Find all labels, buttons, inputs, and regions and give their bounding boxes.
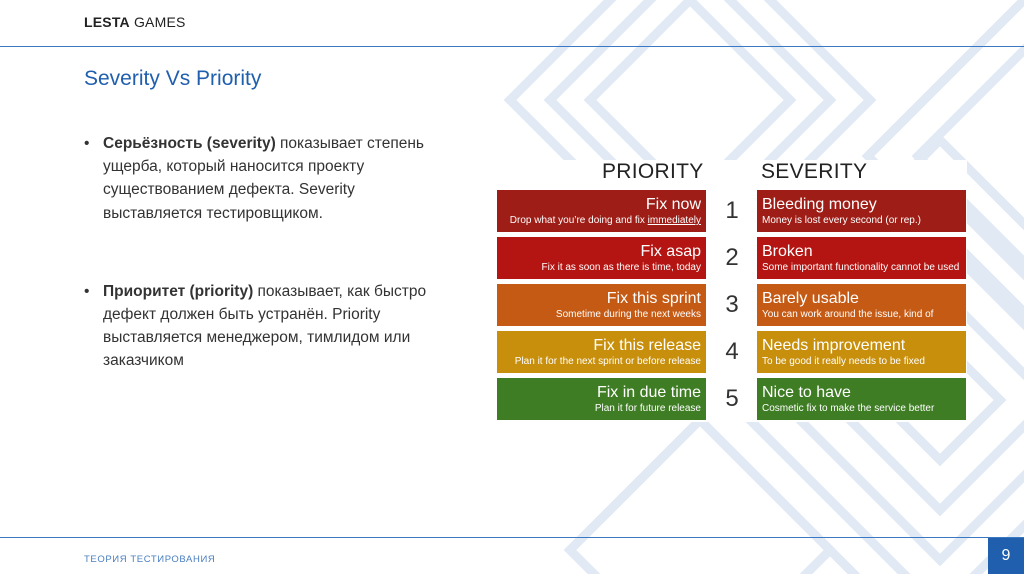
priority-title: Fix this release xyxy=(593,337,701,354)
severity-title: Needs improvement xyxy=(762,337,906,354)
priority-description: Plan it for future release xyxy=(594,403,701,414)
priority-cell xyxy=(497,237,706,279)
bullet-term: Серьёзность (severity) xyxy=(103,135,276,152)
matrix-row xyxy=(497,331,967,375)
severity-description: To be good it really needs to be fixed xyxy=(762,356,925,367)
severity-title: Nice to have xyxy=(762,384,851,401)
bullet-marker: • xyxy=(84,282,90,300)
matrix-row xyxy=(497,284,967,328)
level-number: 2 xyxy=(725,244,739,271)
level-number: 4 xyxy=(725,338,739,365)
severity-description: Cosmetic fix to make the service better xyxy=(762,403,935,414)
priority-cell xyxy=(497,378,706,420)
level-number: 5 xyxy=(725,385,739,412)
level-number: 3 xyxy=(725,291,739,318)
priority-title: Fix in due time xyxy=(596,384,701,401)
severity-description: You can work around the issue, kind of xyxy=(762,309,934,320)
priority-cell xyxy=(497,190,706,232)
severity-title: Bleeding money xyxy=(762,196,877,213)
severity-cell xyxy=(757,331,966,373)
bullet-text: показывает степень ущерба, который наносится проекту существованием дефекта. Severity выставляется тестировщиком. xyxy=(103,135,425,222)
priority-description: Plan it for the next sprint or before release xyxy=(514,356,701,367)
severity-title: Barely usable xyxy=(762,290,859,307)
company-logo: LESTA GAMES xyxy=(84,14,186,30)
priority-description: Sometime during the next weeks xyxy=(555,309,701,320)
bullet-list xyxy=(84,132,434,373)
severity-cell xyxy=(757,284,966,326)
footer-section-label: ТЕОРИЯ ТЕСТИРОВАНИЯ xyxy=(84,554,216,565)
priority-severity-matrix xyxy=(497,160,967,422)
slide-title: Severity Vs Priority xyxy=(84,67,262,90)
priority-cell xyxy=(497,331,706,373)
bullet-text: показывает, как быстро дефект должен быть устранён. Priority выставляется менеджером, тимлидом или заказчиком xyxy=(103,282,427,370)
bullet-priority xyxy=(84,280,434,373)
severity-description: Some important functionality cannot be used xyxy=(762,262,960,273)
bullet-severity xyxy=(84,132,434,225)
priority-title: Fix this sprint xyxy=(606,290,701,307)
priority-header: PRIORITY xyxy=(602,160,704,183)
severity-cell xyxy=(757,378,966,420)
priority-description: Fix it as soon as there is time, today xyxy=(541,262,701,273)
matrix-row xyxy=(497,190,967,234)
severity-cell xyxy=(757,190,966,232)
page-number: 9 xyxy=(988,538,1024,574)
priority-cell xyxy=(497,284,706,326)
priority-title: Fix now xyxy=(645,196,701,213)
bullet-term: Приоритет (priority) xyxy=(103,282,254,300)
matrix-row xyxy=(497,378,967,422)
header-divider xyxy=(0,46,1024,47)
severity-cell xyxy=(757,237,966,279)
matrix-row xyxy=(497,237,967,281)
priority-description: Drop what you’re doing and fix immediately xyxy=(509,215,701,226)
level-number: 1 xyxy=(725,197,739,224)
bullet-marker: • xyxy=(84,135,90,152)
footer-divider xyxy=(0,537,1024,538)
severity-description: Money is lost every second (or rep.) xyxy=(762,215,921,226)
severity-title: Broken xyxy=(762,243,813,260)
priority-description-emphasis: immediately xyxy=(647,215,701,226)
severity-header: SEVERITY xyxy=(761,160,868,183)
priority-title: Fix asap xyxy=(640,243,701,260)
